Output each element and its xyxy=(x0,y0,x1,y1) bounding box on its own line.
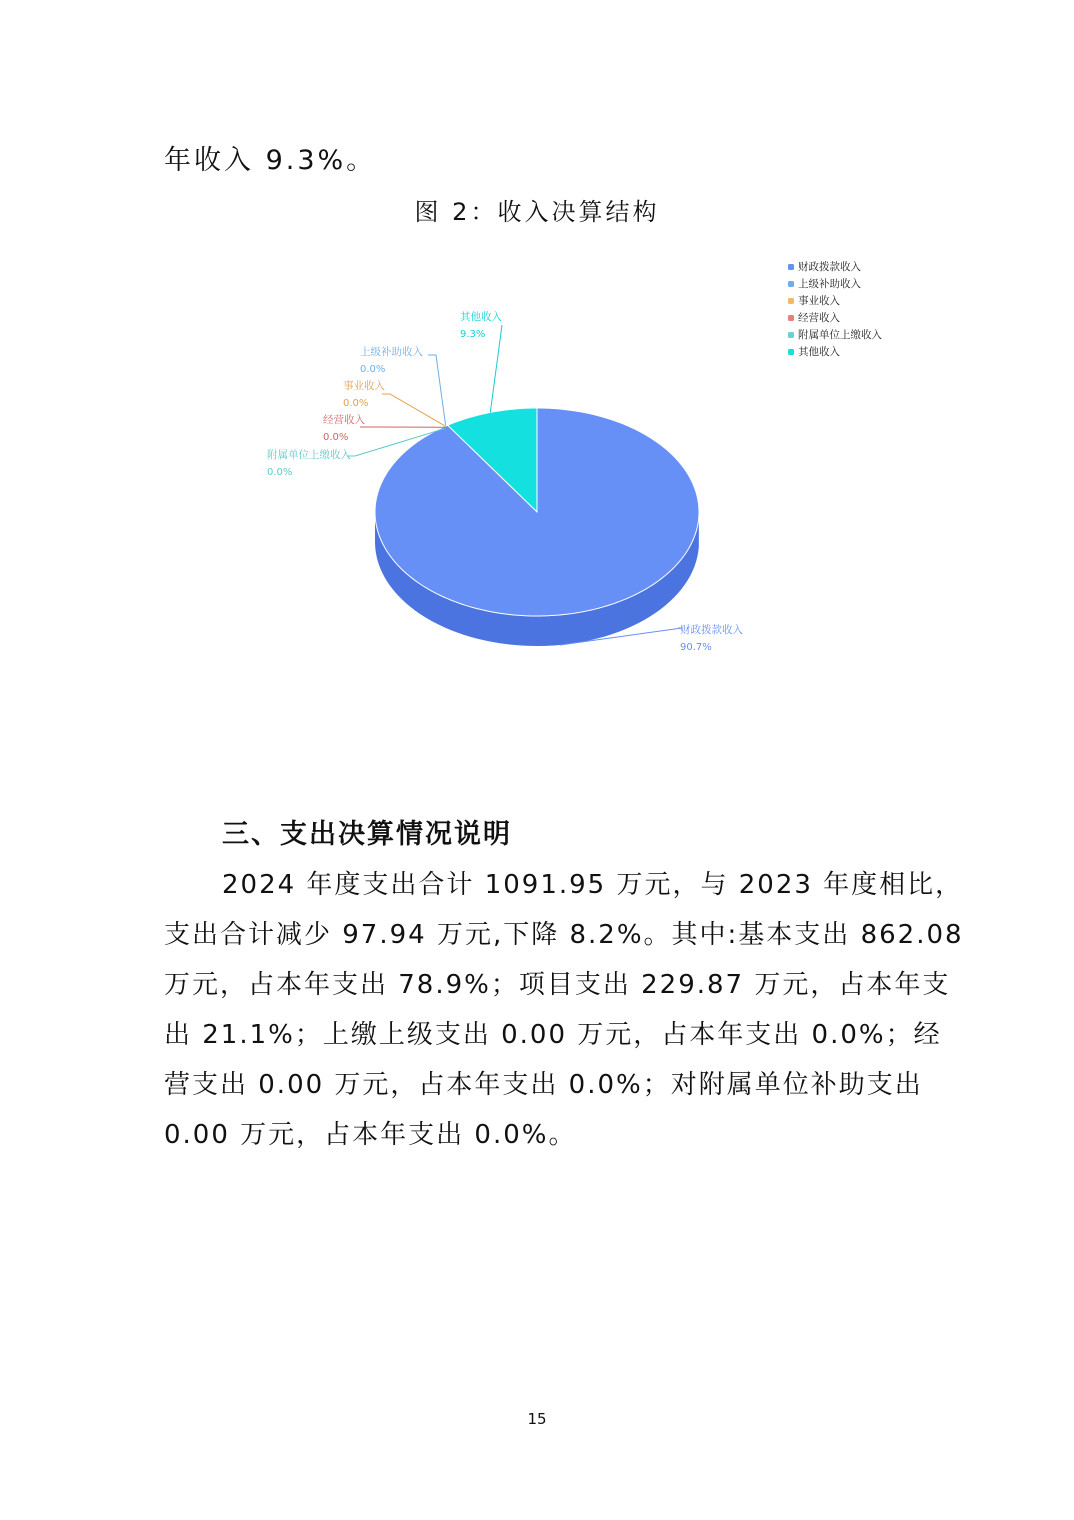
callout-label-1: 上级补助收入 xyxy=(360,346,423,358)
page-number: 15 xyxy=(527,1410,547,1428)
paragraph-line: 2024 年度支出合计 1091.95 万元，与 2023 年度相比， xyxy=(222,870,964,900)
legend-label-4: 附属单位上缴收入 xyxy=(798,329,882,341)
paragraph-line: 支出合计减少 97.94 万元,下降 8.2%。其中:基本支出 862.08 xyxy=(164,920,964,950)
legend-swatch-4 xyxy=(788,332,794,338)
callout-label-3: 经营收入 xyxy=(323,414,365,426)
callout-line-5 xyxy=(490,325,502,412)
legend-swatch-1 xyxy=(788,281,794,287)
callout-value-3: 0.0% xyxy=(323,432,349,443)
legend-label-0: 财政拨款收入 xyxy=(798,261,861,273)
legend-label-1: 上级补助收入 xyxy=(798,278,861,290)
legend-swatch-5 xyxy=(788,349,794,355)
paragraph-line: 营支出 0.00 万元，占本年支出 0.0%；对附属单位补助支出 xyxy=(164,1070,923,1100)
callout-value-4: 0.0% xyxy=(267,467,293,478)
paragraph-line: 出 21.1%；上缴上级支出 0.00 万元，占本年支出 0.0%；经 xyxy=(164,1020,942,1050)
paragraph-line: 0.00 万元，占本年支出 0.0%。 xyxy=(164,1120,577,1150)
legend-swatch-3 xyxy=(788,315,794,321)
callout-value-5: 9.3% xyxy=(460,329,486,340)
legend-label-5: 其他收入 xyxy=(798,346,840,358)
callout-line-1 xyxy=(428,355,446,425)
section-heading: 三、支出决算情况说明 xyxy=(222,819,512,850)
legend-label-2: 事业收入 xyxy=(798,295,840,307)
callout-label-4: 附属单位上缴收入 xyxy=(267,449,351,461)
income-structure-pie-chart xyxy=(250,250,910,670)
callout-label-5: 其他收入 xyxy=(460,311,502,323)
legend-label-3: 经营收入 xyxy=(798,312,840,324)
slice-0 xyxy=(375,408,699,616)
expenditure-paragraph xyxy=(164,860,964,1160)
legend-swatch-2 xyxy=(788,298,794,304)
paragraph-line: 万元，占本年支出 78.9%；项目支出 229.87 万元，占本年支 xyxy=(164,970,951,1000)
callout-label-0: 财政拨款收入 xyxy=(680,624,743,636)
callout-value-0: 90.7% xyxy=(680,642,712,653)
callout-value-1: 0.0% xyxy=(360,364,386,375)
callout-value-2: 0.0% xyxy=(343,398,369,409)
figure-title: 图 2：收入决算结构 xyxy=(414,198,660,226)
continued-text-line: 年收入 9.3%。 xyxy=(164,145,377,176)
callout-label-2: 事业收入 xyxy=(343,380,385,392)
callout-line-2 xyxy=(382,394,446,426)
legend-swatch-0 xyxy=(788,264,794,270)
